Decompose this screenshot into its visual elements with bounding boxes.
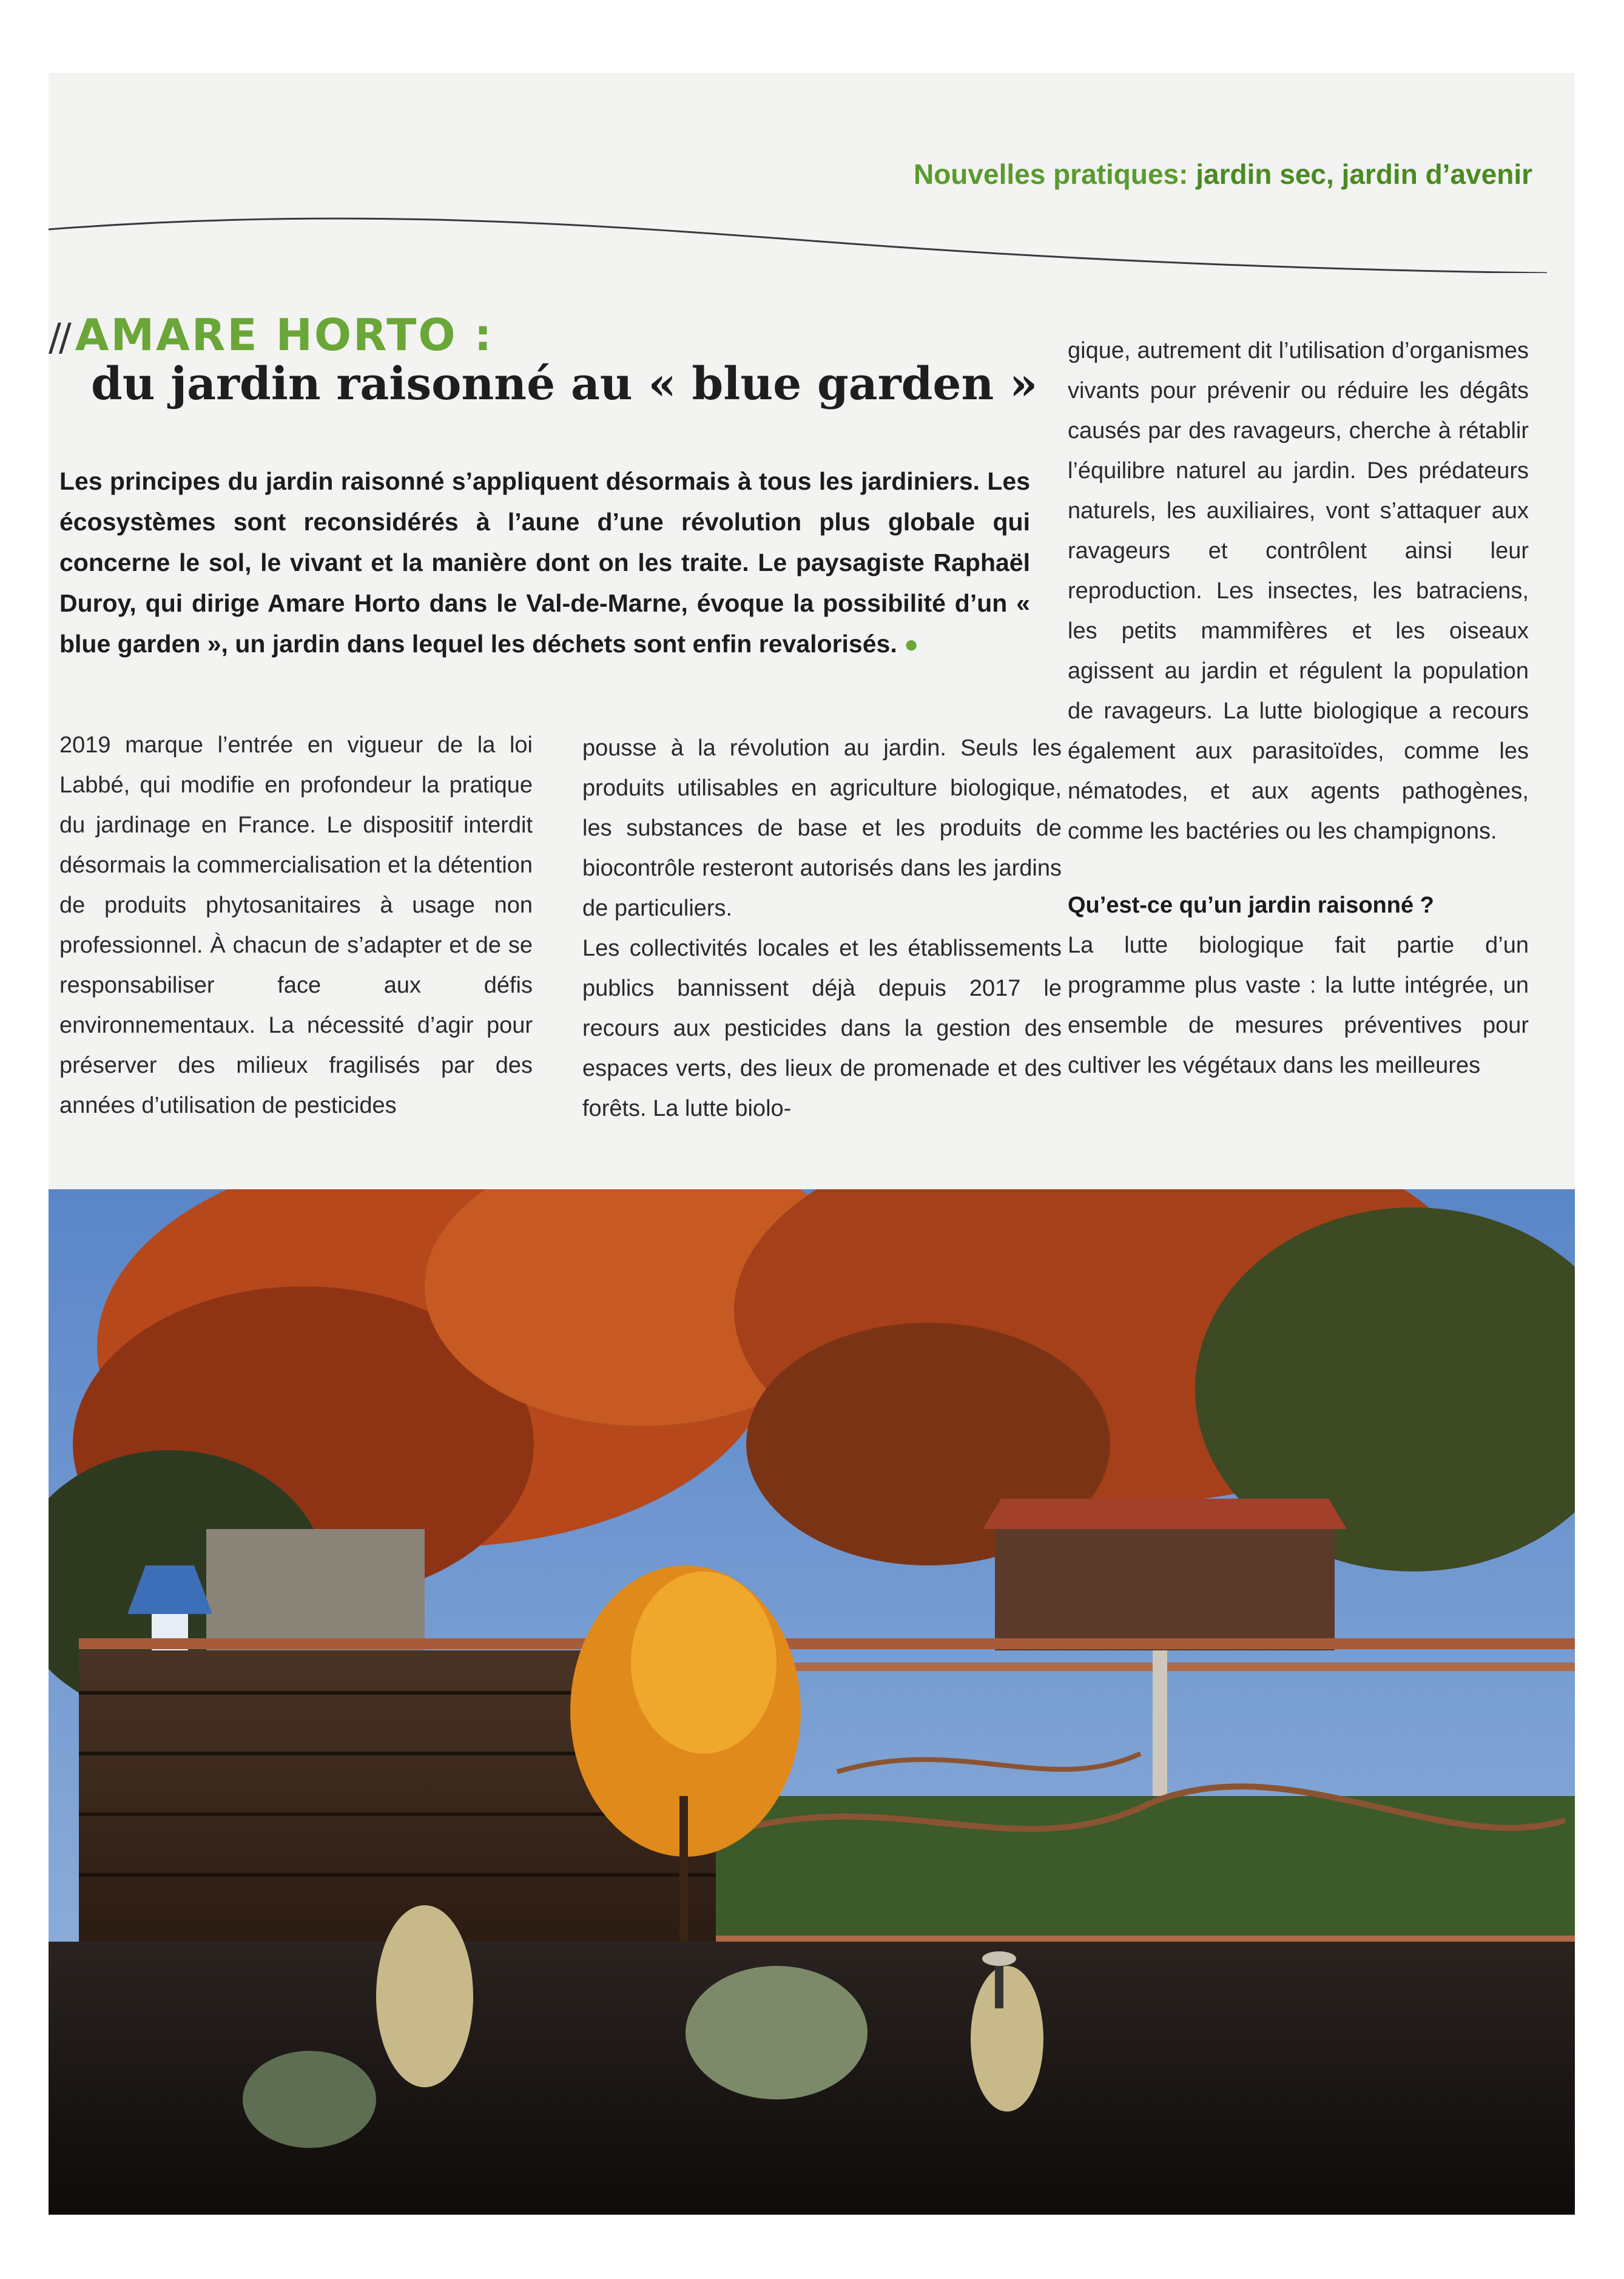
section-separator: : [1179, 158, 1188, 190]
section-topic: Nouvelles pratiques [913, 158, 1179, 190]
section-subtitle: jardin sec, jardin d’avenir [1188, 158, 1532, 190]
lead-text: Les principes du jardin raisonné s’appliquent désormais à tous les jardiniers. Les écosystèmes sont reconsidérés à l’aune d’une révolution plus globale qui concerne le sol, le vivant et la manière dont on les traite. Le paysagiste Raphaël Duroy, qui dirige Amare Horto dans le Val-de-Marne, évoque la possibilité d’un « blue garden », un jardin dans lequel les déchets sont enfin revalorisés. [59, 467, 1030, 658]
col2-paragraph-2: Les collectivités locales et les établissements publics bannissent déjà depuis 2017 le recours aux pesticides dans la gestion des espaces verts, des lieux de promenade et des forêts. La lutte biolo- [582, 936, 1062, 1121]
garden-photo-illustration [49, 1189, 1575, 2215]
article-lead [59, 461, 1030, 665]
body-column-1 [59, 725, 533, 1126]
body-column-3 [1068, 331, 1529, 1085]
col3-paragraph-1: gique, autrement dit l’utilisation d’organismes vivants pour prévenir ou réduire les dégâts causés par des ravageurs, cherche à rétablir l’équilibre naturel au jardin. Des prédateurs naturels, les auxiliaires, vont s’attaquer aux ravageurs et contrôlent ainsi leur reproduction. Les insectes, les batraciens, les petits mammifères et les oiseaux agissent au jardin et régulent la population de ravageurs. La lutte biologique a recours également aux parasitoïdes, comme les nématodes, et aux agents pathogènes, comme les bactéries ou les champignons. [1068, 338, 1529, 844]
garden-photo [49, 1189, 1575, 2215]
article-headline: du jardin raisonné au « blue garden » [91, 358, 1038, 410]
section-header [914, 158, 1532, 191]
magazine-page [49, 73, 1575, 2215]
col3-paragraph-2: La lutte biologique fait partie d’un programme plus vaste : la lutte intégrée, un ensemble de mesures préventives pour cultiver les végétaux dans les meilleures [1068, 933, 1529, 1078]
lead-end-mark: ● [904, 631, 919, 658]
kicker-slashes: // [49, 315, 69, 359]
body-column-2 [582, 728, 1062, 1129]
col1-paragraph: 2019 marque l’entrée en vigueur de la loi Labbé, qui modifie en profondeur la pratique du jardinage en France. Le dispositif interdit désormais la commercialisation et la détention de produits phytosanitaires à usage non professionnel. À chacun de s’adapter et de se responsabiliser face aux défis environnementaux. La nécessité d’agir pour préserver des milieux fragilisés par des années d’utilisation de pesticides [59, 732, 533, 1118]
col3-subhead: Qu’est-ce qu’un jardin raisonné ? [1068, 893, 1434, 918]
kicker-text: AMARE HORTO : [75, 309, 494, 360]
article-kicker [49, 309, 493, 360]
col2-paragraph-1: pousse à la révolution au jardin. Seuls les produits utilisables en agriculture biologique, les substances de base et les produits de biocontrôle resteront autorisés dans les jardins de particuliers. [582, 735, 1062, 921]
